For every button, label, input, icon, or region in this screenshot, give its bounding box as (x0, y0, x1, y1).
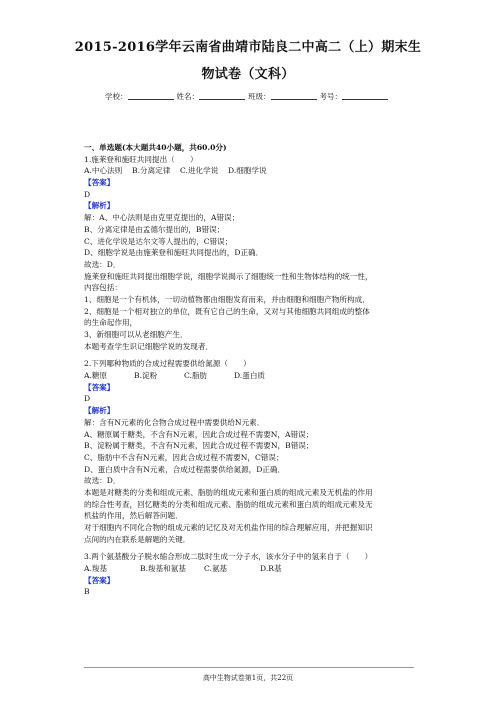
name-blank (199, 91, 245, 100)
q1-analysis-line: 本题考查学生识记细胞学说的发现者． (84, 341, 214, 351)
q2-analysis-tag: 【解析】 (84, 406, 115, 416)
q3-stem: 3.两个氨基酸分子脱水缩合形成二肽时生成一分子水，该水分子中的氢来自于（ ） (84, 552, 373, 562)
page-footer: 高中生物试卷第1页，共22页 (202, 674, 294, 682)
q1-analysis-line: B、分离定律是由孟德尔提出的，B错误； (84, 224, 225, 234)
q1-option-b: B.分离定律 (132, 166, 171, 176)
q2-analysis-line: D、蛋白质中含有N元素，合成过程需要供给氮源，D正确． (84, 464, 286, 474)
class-label: 班级： (248, 92, 271, 101)
q1-options (84, 165, 414, 177)
q1-answer-tag: 【答案】 (84, 178, 115, 188)
q1-analysis-line: 故选：D． (84, 259, 121, 269)
q2-options (84, 370, 414, 382)
exam-title-line2: 物试卷（文科） (201, 67, 295, 82)
student-info-line (0, 91, 496, 102)
q2-analysis-line: 本题是对糖类的分类和组成元素、脂肪的组成元素和蛋白质的组成元素及无机盐的作用 (84, 487, 373, 497)
exam-content (84, 142, 414, 598)
q1-analysis-line: 解：A、中心法则是由克里克提出的，A错误； (84, 213, 240, 223)
q3-option-b: B.羧基和氨基 (140, 564, 186, 574)
q1-analysis-line: C、进化学说是达尔文等人提出的，C错误； (84, 236, 233, 246)
q3-option-c: C.氨基 (204, 564, 228, 574)
class-blank (271, 91, 317, 100)
section-title: 一、单选题(本大题共40小题，共60.0分) (84, 143, 227, 152)
q3-option-d: D.R基 (260, 564, 282, 574)
q2-analysis-line: C、脂肪中不含有N元素，因此合成过程不需要N，C错误； (84, 452, 284, 462)
q2-stem: 2.下列哪种物质的合成过程需要供给氮源（ ） (84, 359, 251, 369)
q1-option-d: D.细胞学说 (228, 166, 267, 176)
q1-option-a: A.中心法则 (84, 166, 123, 176)
q1-analysis-tag: 【解析】 (84, 201, 115, 211)
q1-analysis-line: 2、细胞是一个相对独立的单位，既有它自己的生命，又对与其他细胞共同组成的整体 (84, 306, 370, 316)
q3-answer: B (84, 587, 90, 597)
q2-option-b: B.淀粉 (134, 371, 158, 381)
q1-analysis-line: 的生命起作用， (84, 318, 138, 328)
q2-analysis-line: B、淀粉属于糖类，不含有N元素，因此合成过程不需要N，B错误； (84, 441, 314, 451)
footer-divider (84, 667, 414, 668)
q2-analysis-line: 对于细胞内不同化合物的组成元素的记忆及对无机盐作用的综合理解应用，并把握知识 (84, 523, 373, 532)
q3-option-a: A.羧基 (84, 564, 108, 574)
q1-answer: D (84, 189, 91, 199)
q2-analysis-line: 解：含有N元素的化合物合成过程中需要供给N元素． (84, 417, 265, 427)
q1-analysis-line: 施莱登和施旺共同提出细胞学说，细胞学说揭示了细胞统一性和生物体结构的统一性， (84, 271, 373, 281)
exam-no-blank (342, 91, 388, 100)
exam-no-label: 考号： (319, 92, 342, 101)
q2-answer-tag: 【答案】 (84, 382, 115, 392)
q3-options (84, 563, 414, 575)
q1-analysis-line: D、细胞学说是由施莱登和施旺共同提出的，D正确． (84, 248, 264, 258)
q2-analysis-line: 机盐的作用，然后解答问题． (84, 511, 183, 521)
q1-analysis-line: 3、新细胞可以从老细胞产生． (84, 330, 188, 339)
q2-analysis-line: 点间的内在联系是解题的关键． (84, 534, 191, 544)
q1-stem: 1.施莱登和施旺共同提出（ ） (84, 154, 198, 164)
q2-analysis-line: 的综合性考查，回忆糖类的分类和组成元素、脂肪的组成元素和蛋白质的组成元素及无 (84, 499, 373, 509)
name-label: 姓名： (176, 92, 199, 101)
q1-analysis-line: 内容包括： (84, 283, 122, 293)
q2-analysis-line: 故选：D． (84, 476, 121, 486)
exam-title-line1: 2015-2016学年云南省曲靖市陆良二中高二（上）期末生 (74, 40, 422, 55)
school-blank (128, 91, 174, 100)
q2-answer: D (84, 394, 91, 404)
q2-option-a: A.糖原 (84, 371, 108, 381)
q2-analysis-line: A、糖原属于糖类，不含有N元素，因此合成过程不需要N，A错误； (84, 429, 314, 439)
q1-option-c: C.进化学说 (180, 166, 219, 176)
q3-answer-tag: 【答案】 (84, 575, 115, 585)
q1-analysis-line: 1、细胞是一个有机体，一切动植物都由细胞发育而来，并由细胞和细胞产物所构成． (84, 294, 370, 304)
q2-option-d: D.蛋白质 (234, 371, 266, 381)
q2-option-c: C.脂肪 (184, 371, 208, 381)
school-label: 学校： (105, 92, 128, 101)
